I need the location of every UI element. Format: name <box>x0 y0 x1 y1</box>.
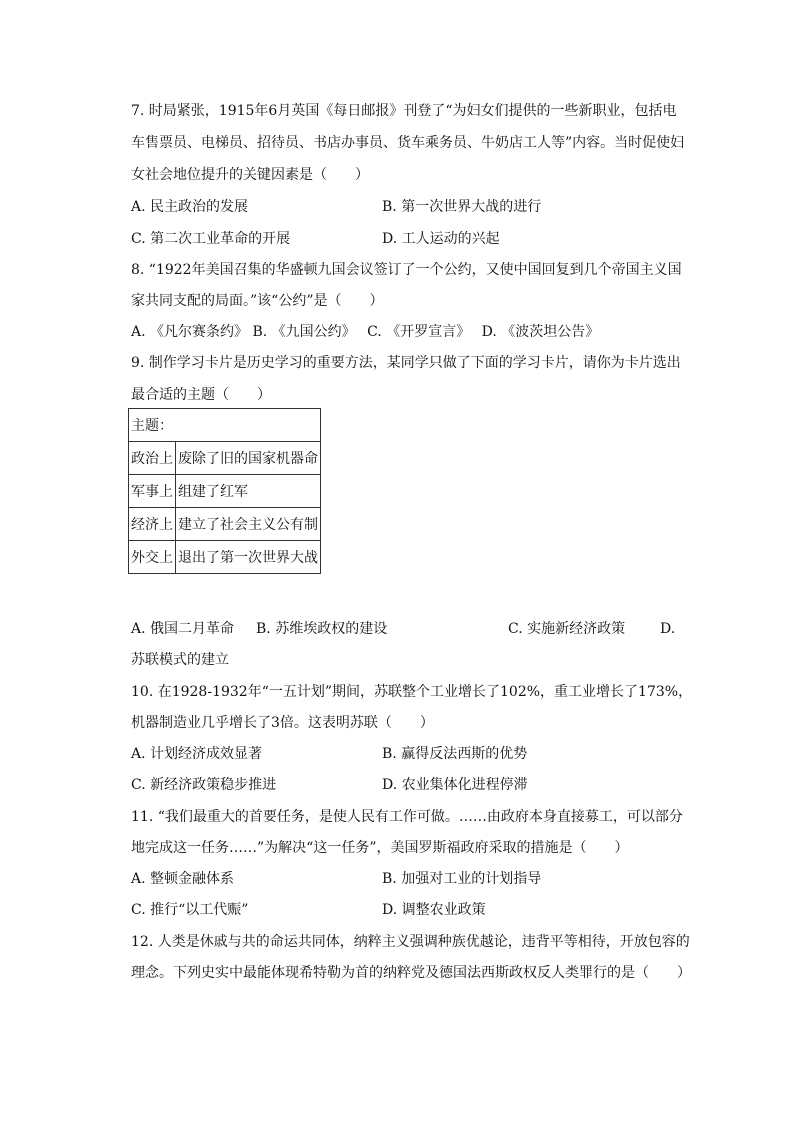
q10-option-b: B. 赢得反法西斯的优势 <box>382 746 528 762</box>
table-cell-content: 退出了第一次世界大战 <box>176 541 321 574</box>
table-cell-content: 建立了社会主义公有制 <box>176 508 321 541</box>
q10-stem-line-2: 机器制造业几乎增长了3倍。这表明苏联（ ） <box>131 715 434 731</box>
table-row <box>129 475 321 508</box>
table-row <box>129 442 321 475</box>
q12-stem-line-2: 理念。下列史实中最能体现希特勒为首的纳粹党及德国法西斯政权反人类罪行的是（ ） <box>131 965 691 981</box>
q7-option-b: B. 第一次世界大战的进行 <box>382 199 542 215</box>
q11-stem-line-2: 地完成这一任务……”为解决“这一任务”，美国罗斯福政府采取的措施是（ ） <box>131 840 629 856</box>
table-row <box>129 541 321 574</box>
q10-stem-line-1: 10. 在1928-1932年“一五计划”期间，苏联整个工业增长了102%，重工业增长了173%， <box>131 684 693 700</box>
q11-stem-line-1: 11. “我们最重大的首要任务，是使人民有工作可做。……由政府本身直接募工，可以部分 <box>131 809 683 825</box>
table-cell-content: 组建了红军 <box>176 475 321 508</box>
q8-stem-line-1: 8. “1922年美国召集的华盛顿九国会议签订了一个公约，又使中国回复到几个帝国主义国 <box>131 262 682 278</box>
q7-option-c: C. 第二次工业革命的开展 <box>131 231 291 247</box>
q7-option-a: A. 民主政治的发展 <box>131 199 249 215</box>
study-card-header-row <box>129 409 321 442</box>
q8-options: A. 《凡尔赛条约》 B. 《九国公约》 C. 《开罗宣言》 D. 《波茨坦公告》 <box>131 324 600 340</box>
q11-option-c: C. 推行“以工代赈” <box>131 902 249 918</box>
q9-option-d: D. <box>660 621 676 637</box>
table-cell-content: 废除了旧的国家机器命 <box>176 442 321 475</box>
q7-stem-line-3: 女社会地位提升的关键因素是（ ） <box>131 167 369 183</box>
study-card-table <box>128 408 321 574</box>
q10-option-c: C. 新经济政策稳步推进 <box>131 777 277 793</box>
q7-stem-line-2: 车售票员、电梯员、招待员、书店办事员、货车乘务员、牛奶店工人等”内容。当时促使妇 <box>131 135 685 151</box>
q12-stem-line-1: 12. 人类是休戚与共的命运共同体，纳粹主义强调种族优越论，违背平等相待，开放包容的 <box>131 934 690 950</box>
q9-option-a: A. 俄国二月革命 <box>131 621 235 637</box>
q9-stem-line-2: 最合适的主题（ ） <box>131 387 271 403</box>
q7-option-d: D. 工人运动的兴起 <box>382 231 500 247</box>
q7-stem-line-1: 7. 时局紧张，1915年6月英国《每日邮报》刊登了“为妇女们提供的一些新职业，包括电 <box>131 103 677 119</box>
q11-option-a: A. 整顿金融体系 <box>131 871 235 887</box>
q9-option-b: B. 苏维埃政权的建设 <box>256 621 388 637</box>
q9-option-c: C. 实施新经济政策 <box>508 621 626 637</box>
table-cell-category: 外交上 <box>129 541 176 574</box>
q11-option-b: B. 加强对工业的计划指导 <box>382 871 542 887</box>
study-card-topic: 主题： <box>129 409 321 442</box>
q9-stem-line-1: 9. 制作学习卡片是历史学习的重要方法，某同学只做了下面的学习卡片，请你为卡片选出 <box>131 355 681 371</box>
table-cell-category: 军事上 <box>129 475 176 508</box>
table-cell-category: 政治上 <box>129 442 176 475</box>
table-cell-category: 经济上 <box>129 508 176 541</box>
q10-option-a: A. 计划经济成效显著 <box>131 746 263 762</box>
q11-option-d: D. 调整农业政策 <box>382 902 486 918</box>
q10-option-d: D. 农业集体化进程停滞 <box>382 777 528 793</box>
q8-stem-line-2: 家共同支配的局面。”该“公约”是（ ） <box>131 293 384 309</box>
table-row <box>129 508 321 541</box>
q9-option-d-text: 苏联模式的建立 <box>131 652 229 668</box>
